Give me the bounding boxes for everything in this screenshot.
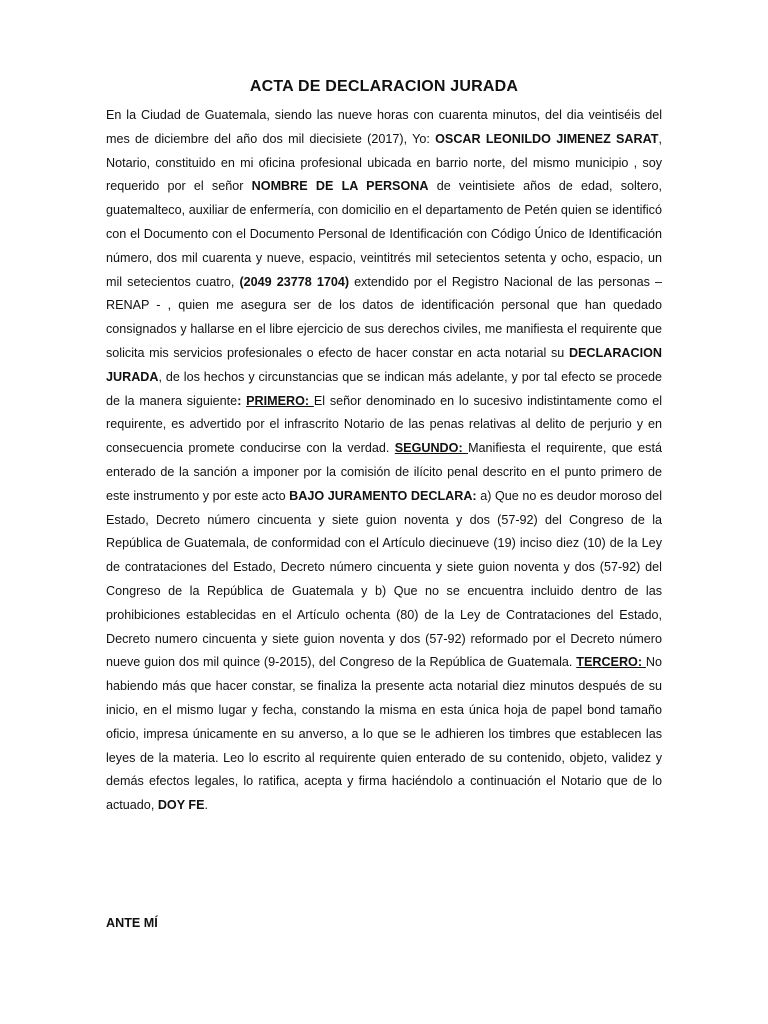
person-name-placeholder: NOMBRE DE LA PERSONA [251,179,429,194]
clause-tercero-heading [576,655,646,669]
doy-fe: DOY FE [157,798,205,813]
document-title: ACTA DE DECLARACION JURADA [249,78,519,95]
clause-segundo-items: a) Que no es deudor moroso del Estado, Decreto número cincuenta y siete guion noventa y dos (57-92) del Congreso de la República de Guatemala, de conformidad con el Artículo diecinueve (19) inciso diez (10) de la Ley de contrataciones del Estado, Decreto número cincuenta y siete guion noventa y dos (57-92) del Congreso de la República de Guatemala y b) Que no se encuentra incluido dentro de las prohibiciones establecidas en el Artículo ochenta (80) de la Ley de Contrataciones del Estado, Decreto numero cincuenta y siete guion noventa y dos (57-92) reformado por el Decreto número nueve guion dos mil quince (9-2015), del Congreso de la República de Guatemala. [106,488,662,670]
body-text-segment: extendido por el Registro Nacional de las personas – RENAP - , quien me asegura ser de los datos de identificación personal que han quedado consignados y hallarse en el libre ejercicio de sus derechos civiles, me manifiesta el requirente que solicita mis servicios profesionales o efecto de hacer constar en acta notarial su [106,274,662,360]
clause-segundo-heading [395,441,468,455]
clause-primero-text: El señor denominado en lo sucesivo indistintamente como el requirente, es advertido por el infrascrito Notario de las penas relativas al delito de perjurio y en consecuencia promete conducirse con la verdad. [106,393,663,456]
body-text-segment: , de los hechos y circunstancias que se indican más adelante, y por tal efecto se procede de la manera siguiente [106,369,662,408]
cui-number: (2049 23778 1704) [239,274,350,289]
body-colon: : [237,393,247,408]
oath-declaration: BAJO JURAMENTO DECLARA: [289,488,477,503]
signature-label: ANTE MÍ [106,916,158,930]
clause-segundo-text: Manifiesta el requirente, que está enterado de la sanción a imponer por la comisión de ilícito penal descrito en el punto primero de este instrumento y por este acto [106,441,662,503]
body-text-segment: de veintisiete años de edad, soltero, guatemalteco, auxiliar de enfermería, con domicilio en el departamento de Petén quien se identificó con el Documento con el Documento Personal de Identificación con Código Único de Identificación número, dos mil cuarenta y nueve, espacio, veintitrés mil setecientos setenta y ocho, espacio, un mil setecientos cuatro, [106,179,663,289]
body-text-segment: , Notario, constituido en mi oficina profesional ubicada en barrio norte, del mismo municipio , soy requerido por el señor [106,131,662,194]
clause-tercero-label: TERCERO: [576,655,646,670]
declaration-label: DECLARACION JURADA [106,345,662,384]
document-body [106,104,662,818]
clause-primero-heading [246,394,314,408]
clause-tercero-text: No habiendo más que hacer constar, se finaliza la presente acta notarial diez minutos después de su inicio, en el mismo lugar y fecha, constando la misma en esta única hoja de papel bond tamaño oficio, impresa únicamente en su anverso, a lo que se le adhieren los timbres que establecen las leyes de la materia. Leo lo escrito al requirente quien enterado de su contenido, objeto, validez y demás efectos legales, lo ratifica, acepta y firma haciéndolo a continuación el Notario que de lo actuado, [106,655,663,813]
notary-name: OSCAR LEONILDO JIMENEZ SARAT [435,131,659,146]
clause-primero-label: PRIMERO: [246,393,314,408]
body-text-segment: En la Ciudad de Guatemala, siendo las nueve horas con cuarenta minutos, del dia veintiséis del mes de diciembre del año dos mil diecisiete (2017), Yo: [106,108,662,146]
body-final-period: . [204,798,208,813]
clause-segundo-label: SEGUNDO: [394,441,469,456]
